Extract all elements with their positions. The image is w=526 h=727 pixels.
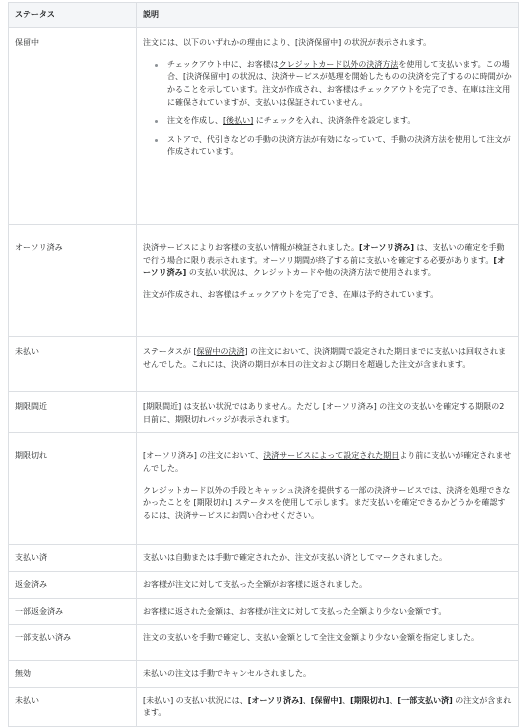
- status-cell: 一部支払い済み: [9, 625, 137, 661]
- deferred-payment-link[interactable]: [後払い]: [223, 116, 254, 126]
- table-row: [9, 392, 519, 433]
- text-segment: 、: [389, 695, 398, 705]
- payment-status-table: [8, 2, 519, 727]
- emphasis: [オーソリ済み]: [359, 243, 414, 252]
- status-cell: 支払い済: [9, 545, 137, 572]
- table-row: [9, 598, 519, 625]
- list-item: ストアで、代引きなどの手動の決済方法が有効になっていて、手動の決済方法を使用して注文が作成されています。: [161, 134, 512, 159]
- status-cell: 未払い: [9, 687, 137, 726]
- description-cell: お客様が注文に対して支払った全額がお客様に返されました。: [137, 571, 519, 598]
- status-cell: 期限切れ: [9, 433, 137, 545]
- description-cell: 支払いは自動または手動で確定されたか、注文が支払い済としてマークされました。: [137, 545, 519, 572]
- status-cell: 一部返金済み: [9, 598, 137, 625]
- text-segment: より前に支払いが確定されませんでした。: [143, 451, 512, 473]
- status-cell: オーソリ済み: [9, 225, 137, 337]
- text-segment: 、: [342, 695, 351, 705]
- table-row: [9, 625, 519, 661]
- list-item: [161, 59, 512, 110]
- description-cell: [137, 337, 519, 392]
- description-cell: お客様に返された金額は、お客様が注文に対して支払った全額より少ない金額です。: [137, 598, 519, 625]
- text-segment: を使用して支払います。この場合、[決済保留中] の状況は、決済サービスが処理を開始したものの決済を完了するのに時間がかかることを示しています。注文が作成され、お客様はチェックアウトを完了でき、在庫は注文用に確保されていますが、支払いは保証されていません。: [167, 59, 512, 107]
- status-cell: 期限間近: [9, 392, 137, 433]
- description-cell: 未払いの注文は手動でキャンセルされました。: [137, 661, 519, 688]
- text-segment: の支払い状況は、クレジットカードや他の決済方法で使用されます。: [186, 268, 436, 278]
- status-cell: 未払い: [9, 337, 137, 392]
- description-cell: [137, 225, 519, 337]
- table-row: [9, 225, 519, 337]
- text-segment: は、支払いの確定を手動で行う場合に限り表示されます。オーソリ期間が終了する前に支払いを確定する必要があります。: [143, 243, 505, 265]
- table-row: [9, 28, 519, 225]
- header-description: 説明: [137, 3, 519, 28]
- text-segment: 注文を作成し、: [167, 116, 223, 126]
- text-segment: ] の注文において、決済期間で設定された期日までに支払いは回収されませんでした。これには、決済の期日が本日の注文および期日を超過した注文が含まれます。: [143, 347, 507, 369]
- description-text: クレジットカード以外の手段とキャッシュ決済を提供する一部の決済サービスでは、決済を処理できなかったことを [期限切れ] ステータスを使用して示します。まだ支払いを確定できるかどうかを確認するには、決済サービスにお問い合わせください。: [143, 485, 511, 520]
- reason-list: [143, 59, 512, 159]
- emphasis: [保留中]: [310, 695, 343, 705]
- table-row: [9, 661, 519, 688]
- text-segment: 決済サービスによりお客様の支払い情報が検証されました。: [143, 243, 359, 252]
- text-segment: の注文が含まれます。: [143, 695, 512, 718]
- text-segment: [オーソリ済み] の注文において、: [143, 451, 264, 461]
- text-segment: ステータスが [: [143, 347, 197, 356]
- table-row: [9, 687, 519, 726]
- description-cell: [137, 28, 519, 225]
- provider-due-date-link[interactable]: 決済サービスによって設定された期日: [263, 451, 400, 461]
- non-card-payment-link[interactable]: クレジットカード以外の決済方法: [278, 59, 399, 69]
- description-text: [143, 242, 512, 280]
- description-cell: [137, 687, 519, 726]
- text-segment: 、: [302, 695, 311, 705]
- table-row: [9, 337, 519, 392]
- table-row: [9, 571, 519, 598]
- table-row: [9, 545, 519, 572]
- emphasis: [期限切れ]: [350, 695, 390, 705]
- header-status: ステータス: [9, 3, 137, 28]
- status-cell: 返金済み: [9, 571, 137, 598]
- status-cell: 保留中: [9, 28, 137, 225]
- pending-payment-link[interactable]: 保留中の決済: [196, 347, 245, 356]
- description-text: [143, 450, 512, 475]
- description-text: 注文が作成され、お客様はチェックアウトを完了でき、在庫は予約されています。: [143, 289, 439, 299]
- emphasis: [オーソリ済み]: [143, 255, 506, 278]
- text-segment: チェックアウト中に、お客様は: [167, 59, 279, 69]
- emphasis: [一部支払い済]: [397, 695, 453, 705]
- description-cell: [期限間近] は支払い状況ではありません。ただし [オーソリ済み] の注文の支払いを確定する期限の2日前に、期限切れバッジが表示されます。: [137, 392, 519, 433]
- table-row: [9, 433, 519, 545]
- description-cell: 注文の支払いを手動で確定し、支払い金額として全注文金額より少ない金額を指定しました。: [137, 625, 519, 661]
- table-header-row: [9, 3, 519, 28]
- list-item: [161, 115, 512, 128]
- status-cell: 無効: [9, 661, 137, 688]
- description-text: 注文には、以下のいずれかの理由により、[決済保留中] の状況が表示されます。: [143, 38, 432, 47]
- emphasis: [オーソリ済み]: [247, 695, 303, 705]
- description-cell: [137, 433, 519, 545]
- text-segment: にチェックを入れ、決済条件を設定します。: [253, 116, 416, 126]
- text-segment: [未払い] の支払い状況には、: [143, 695, 248, 705]
